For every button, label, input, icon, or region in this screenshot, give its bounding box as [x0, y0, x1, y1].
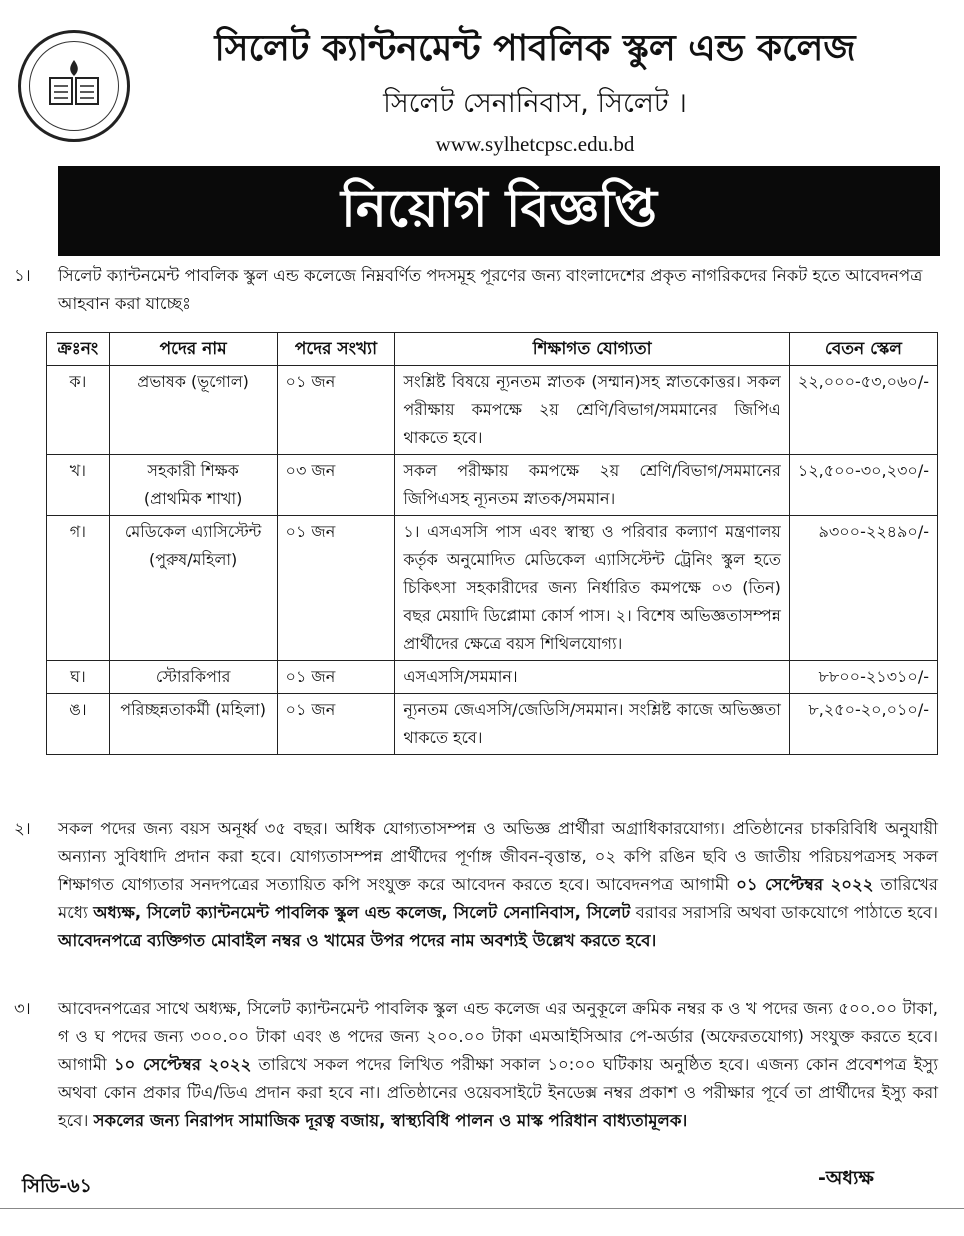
row-qualification: এসএসসি/সমমান।	[395, 661, 790, 694]
para2-text	[58, 815, 938, 955]
institution-website: www.sylhetcpsc.edu.bd	[435, 132, 635, 156]
row-qualification: ন্যূনতম জেএসসি/জেডিসি/সমমান। সংশ্লিষ্ট কাজে অভিজ্ঞতা থাকতে হবে।	[395, 694, 790, 755]
intro-text: সিলেট ক্যান্টনমেন্ট পাবলিক স্কুল এন্ড কলেজে নিম্নবর্ণিত পদসমূহ পূরণের জন্য বাংলাদেশের প্রকৃত নাগরিকদের নিকট হতে আবেদনপত্র আহবান করা যাচ্ছেঃ	[58, 266, 923, 313]
row-post-count: ০১ জন	[277, 366, 395, 455]
para2-envelope-note: আবেদনপত্রে ব্যক্তিগত মোবাইল নম্বর ও খামের উপর পদের নাম অবশ্যই উল্লেখ করতে হবে।	[58, 931, 657, 950]
row-qualification: ১। এসএসসি পাস এবং স্বাস্থ্য ও পরিবার কল্যাণ মন্ত্রণালয় কর্তৃক অনুমোদিত মেডিকেল এ্যাসিস্টেন্ট ট্রেনিং স্কুল হতে চিকিৎসা সহকারীদের জন্য নির্ধারিত কমপক্ষে ০৩ (তিন) বছর মেয়াদি ডিপ্লোমা কোর্স পাস। ২। বিশেষ অভিজ্ঞতাসম্পন্ন প্রার্থীদের ক্ষেত্রে বয়স শিথিলযোগ্য।	[395, 516, 790, 661]
row-pay-scale: ১২,৫০০-৩০,২৩০/-	[789, 455, 937, 516]
logo-book-emblem	[29, 41, 119, 131]
row-qualification: সংশ্লিষ্ট বিষয়ে ন্যূনতম স্নাতক (সম্মান)সহ স্নাতকোত্তর। সকল পরীক্ষায় কমপক্ষে ২য় শ্রেণি/বিভাগ/সমমানের জিপিএ থাকতে হবে।	[395, 366, 790, 455]
open-book-icon	[44, 56, 104, 116]
row-post-name: পরিচ্ছন্নতাকর্মী (মহিলা)	[109, 694, 277, 755]
row-serial: ঘ।	[47, 661, 110, 694]
row-serial: গ।	[47, 516, 110, 661]
row-post-count: ০১ জন	[277, 516, 395, 661]
para3-exam-date: ১০ সেপ্টেম্বর ২০২২	[113, 1055, 252, 1074]
para3-number: ৩।	[14, 999, 31, 1018]
row-post-name: স্টোরকিপার	[109, 661, 277, 694]
table-row	[47, 661, 938, 694]
row-serial: খ।	[47, 455, 110, 516]
para2-recipient: অধ্যক্ষ, সিলেট ক্যান্টনমেন্ট পাবলিক স্কুল এন্ড কলেজ, সিলেট সেনানিবাস, সিলেট	[93, 903, 631, 922]
para2-text-b: তারিখের মধ্যে	[58, 875, 938, 922]
table-header-row	[47, 333, 938, 366]
row-pay-scale: ৯৩০০-২২৪৯০/-	[789, 516, 937, 661]
intro-number: ১।	[14, 266, 31, 285]
row-pay-scale: ২২,০০০-৫৩,০৬০/-	[789, 366, 937, 455]
para3-text-b: তারিখে সকল পদের লিখিত পরীক্ষা সকাল ১০:০০ ঘটিকায় অনুষ্ঠিত হবে। এজন্য কোন প্রবেশপত্র ইস্যু অথবা কোন প্রকার টিএ/ডিএ প্রদান করা হবে না। প্রতিষ্ঠানের ওয়েবসাইটে ইনডেক্স নম্বর প্রকাশ ও পরীক্ষার পূর্বে তা প্রার্থীদের ইস্যু করা হবে।	[58, 1055, 938, 1130]
row-pay-scale: ৮৮০০-২১৩১০/-	[789, 661, 937, 694]
para2-text-a: সকল পদের জন্য বয়স অনূর্ধ্ব ৩৫ বছর। অধিক যোগ্যতাসম্পন্ন ও অভিজ্ঞ প্রার্থীরা অগ্রাধিকারযোগ্য। প্রতিষ্ঠানের চাকরিবিধি অনুযায়ী অন্যান্য সুবিধাদি প্রদান করা হবে। যোগ্যতাসম্পন্ন প্রার্থীদের পূর্ণাঙ্গ জীবন-বৃত্তান্ত, ০২ কপি রঙিন ছবি ও জাতীয় পরিচয়পত্রসহ সকল শিক্ষাগত যোগ্যতার সনদপত্রের সত্যায়িত কপি সংযুক্ত করে আবেদন করতে হবে। আবেদনপত্র আগামী	[58, 819, 938, 894]
circular-code: সিডি-৬১	[22, 1175, 92, 1197]
para3-health-note: সকলের জন্য নিরাপদ সামাজিক দূরত্ব বজায়, স্বাস্থ্যবিধি পালন ও মাস্ক পরিধান বাধ্যতামূলক।	[93, 1111, 688, 1130]
table-row	[47, 516, 938, 661]
row-qualification: সকল পরীক্ষায় কমপক্ষে ২য় শ্রেণি/বিভাগ/সমমানের জিপিএসহ ন্যূনতম স্নাতক/সমমান।	[395, 455, 790, 516]
header-post-name: পদের নাম	[109, 333, 277, 366]
institution-logo	[18, 30, 130, 142]
row-post-name: প্রভাষক (ভূগোল)	[109, 366, 277, 455]
row-post-name: মেডিকেল এ্যাসিস্টেন্ট (পুরুষ/মহিলা)	[109, 516, 277, 661]
signature-principal: -অধ্যক্ষ	[818, 1167, 874, 1189]
row-post-count: ০১ জন	[277, 694, 395, 755]
header-pay-scale: বেতন স্কেল	[789, 333, 937, 366]
para2-deadline-date: ০১ সেপ্টেম্বর ২০২২	[736, 875, 874, 894]
para2-number: ২।	[14, 819, 31, 838]
banner-title: নিয়োগ বিজ্ঞপ্তি	[341, 178, 657, 239]
header-serial: ক্রঃনং	[47, 333, 110, 366]
row-serial: ঙ।	[47, 694, 110, 755]
bottom-divider	[0, 1208, 964, 1209]
row-pay-scale: ৮,২৫০-২০,০১০/-	[789, 694, 937, 755]
notice-banner	[58, 166, 940, 256]
table-row	[47, 366, 938, 455]
row-post-count: ০১ জন	[277, 661, 395, 694]
posts-table	[46, 332, 938, 755]
para2-text-c: বরাবর সরাসরি অথবা ডাকযোগে পাঠাতে হবে।	[630, 903, 938, 922]
header-post-count: পদের সংখ্যা	[277, 333, 395, 366]
table-row	[47, 694, 938, 755]
table-row	[47, 455, 938, 516]
header-qualification: শিক্ষাগত যোগ্যতা	[395, 333, 790, 366]
para3-text-a: আবেদনপত্রের সাথে অধ্যক্ষ, সিলেট ক্যান্টনমেন্ট পাবলিক স্কুল এন্ড কলেজ এর অনুকূলে ক্রমিক নম্বর ক ও খ পদের জন্য ৫০০.০০ টাকা, গ ও ঘ পদের জন্য ৩০০.০০ টাকা এবং ঙ পদের জন্য ২০০.০০ টাকা এমআইসিআর পে-অর্ডার (অফেরতযোগ্য) সংযুক্ত করতে হবে। আগামী	[58, 999, 938, 1074]
para3-text	[58, 995, 938, 1135]
row-post-name: সহকারী শিক্ষক (প্রাথমিক শাখা)	[109, 455, 277, 516]
row-serial: ক।	[47, 366, 110, 455]
institution-name: সিলেট ক্যান্টনমেন্ট পাবলিক স্কুল এন্ড কলেজ	[214, 28, 856, 69]
row-post-count: ০৩ জন	[277, 455, 395, 516]
institution-address: সিলেট সেনানিবাস, সিলেট ।	[383, 88, 687, 119]
